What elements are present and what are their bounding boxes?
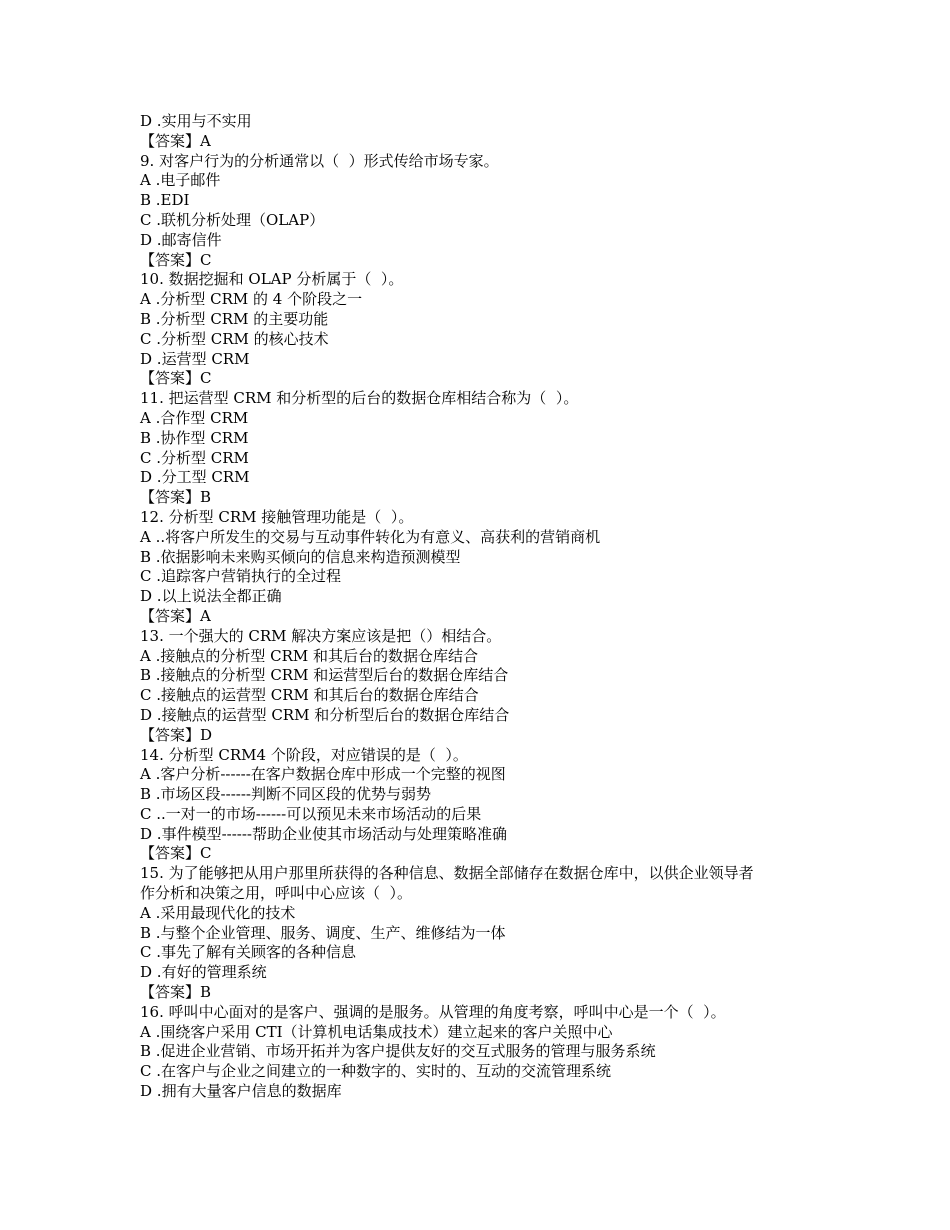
text-line: D .以上说法全都正确 (140, 587, 282, 606)
text-line: 【答案】A (140, 606, 211, 625)
text-line: D .邮寄信件 (140, 230, 222, 249)
text-line: A ..将客户所发生的交易与互动事件转化为有意义、高获利的营销商机 (140, 527, 601, 546)
text-line: A .电子邮件 (140, 171, 221, 190)
text-line: 9. 对客户行为的分析通常以（ ）形式传给市场专家。 (140, 151, 499, 170)
text-line: C .在客户与企业之间建立的一种数字的、实时的、互动的交流管理系统 (140, 1062, 612, 1081)
text-line: 14. 分析型 CRM4 个阶段，对应错误的是（ ）。 (140, 745, 468, 764)
text-line: C .分析型 CRM (140, 448, 249, 467)
text-line: A .接触点的分析型 CRM 和其后台的数据仓库结合 (140, 646, 479, 665)
text-line: 作分析和决策之用，呼叫中心应该（ ）。 (140, 884, 413, 903)
text-line: D .分工型 CRM (140, 468, 250, 487)
text-line: B .接触点的分析型 CRM 和运营型后台的数据仓库结合 (140, 666, 509, 685)
text-line: C .接触点的运营型 CRM 和其后台的数据仓库结合 (140, 686, 479, 705)
text-line: 15. 为了能够把从用户那里所获得的各种信息、数据全部储存在数据仓库中，以供企业领导者 (140, 864, 754, 883)
text-line: D .事件模型------帮助企业使其市场活动与处理策略准确 (140, 824, 507, 843)
text-line: 【答案】D (140, 725, 213, 744)
text-line: 【答案】A (140, 131, 211, 150)
text-line: B .EDI (140, 191, 190, 210)
text-line: B .依据影响未来购买倾向的信息来构造预测模型 (140, 547, 461, 566)
text-line: D .运营型 CRM (140, 349, 250, 368)
text-line: B .协作型 CRM (140, 428, 249, 447)
text-line: 10. 数据挖掘和 OLAP 分析属于（ ）。 (140, 270, 404, 289)
text-line: A .分析型 CRM 的 4 个阶段之一 (140, 290, 363, 309)
text-line: C .分析型 CRM 的核心技术 (140, 329, 329, 348)
text-line: 【答案】C (140, 369, 212, 388)
text-line: C ..一对一的市场------可以预见未来市场活动的后果 (140, 804, 482, 823)
text-line: D .接触点的运营型 CRM 和分析型后台的数据仓库结合 (140, 705, 510, 724)
text-line: D .拥有大量客户信息的数据库 (140, 1082, 342, 1101)
text-line: 13. 一个强大的 CRM 解决方案应该是把（）相结合。 (140, 626, 502, 645)
text-line: A .客户分析------在客户数据仓库中形成一个完整的视图 (140, 765, 506, 784)
text-line: D .实用与不实用 (140, 112, 252, 130)
text-line: A .采用最现代化的技术 (140, 903, 296, 922)
text-line: A .合作型 CRM (140, 408, 249, 427)
text-line: 16. 呼叫中心面对的是客户、强调的是服务。从管理的角度考察，呼叫中心是一个（ ）。 (140, 1002, 726, 1021)
text-line: C .追踪客户营销执行的全过程 (140, 567, 342, 586)
text-line: A .围绕客户采用 CTI（计算机电话集成技术）建立起来的客户关照中心 (140, 1022, 613, 1041)
text-line: B .市场区段------判断不同区段的优势与弱势 (140, 785, 431, 804)
text-line: D .有好的管理系统 (140, 963, 267, 982)
text-line: B .与整个企业管理、服务、调度、生产、维修结为一体 (140, 923, 506, 942)
text-line: 【答案】B (140, 983, 212, 1002)
question-list (140, 112, 820, 1102)
text-line: 【答案】C (140, 250, 212, 269)
text-line: C .事先了解有关顾客的各种信息 (140, 943, 357, 962)
text-line: 【答案】C (140, 844, 212, 863)
text-line: B .分析型 CRM 的主要功能 (140, 309, 329, 328)
text-line: 12. 分析型 CRM 接触管理功能是（ ）。 (140, 507, 414, 526)
text-line: C .联机分析处理（OLAP） (140, 210, 325, 229)
text-line: 【答案】B (140, 488, 212, 507)
text-line: 11. 把运营型 CRM 和分析型的后台的数据仓库相结合称为（ ）。 (140, 389, 579, 408)
text-line: B .促进企业营销、市场开拓并为客户提供友好的交互式服务的管理与服务系统 (140, 1042, 656, 1061)
